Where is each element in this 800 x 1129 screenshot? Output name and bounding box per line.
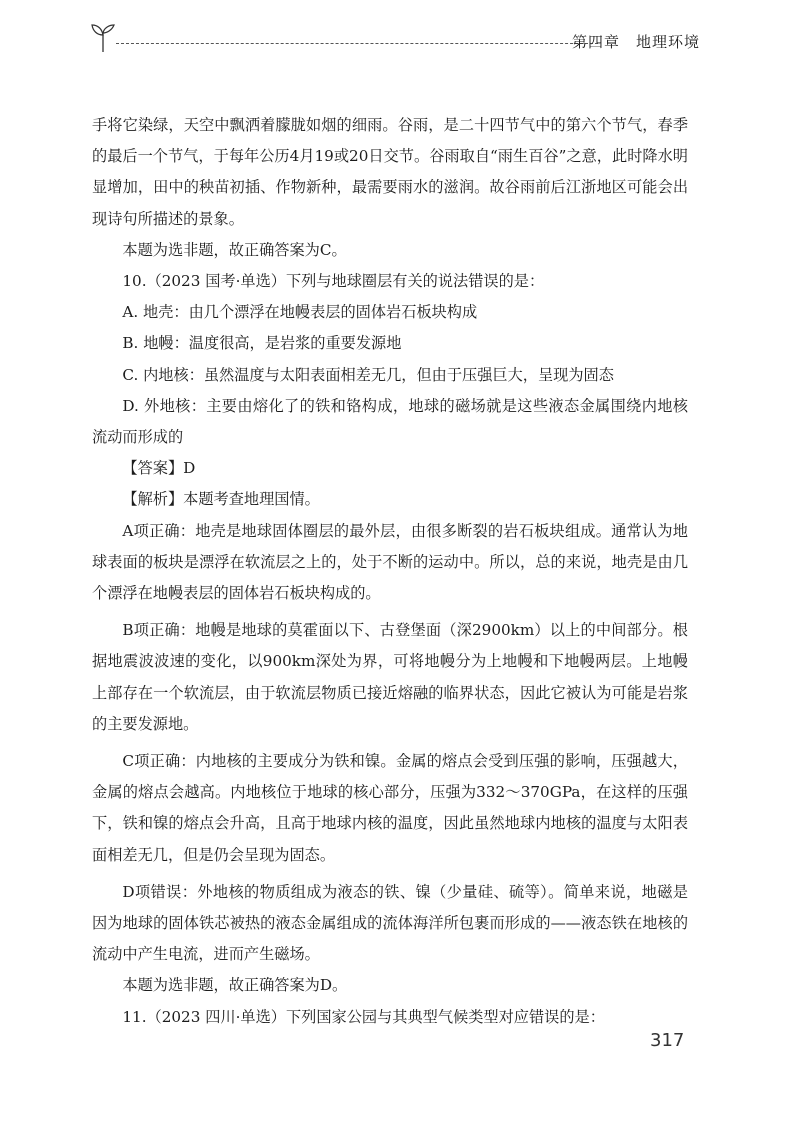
sprout-icon xyxy=(88,22,118,54)
question-10-option-c: C. 内地核：虽然温度与太阳表面相差无几，但由于压强巨大，呈现为固态 xyxy=(122,365,614,384)
conclusion: 本题为选非题，故正确答案为D。 xyxy=(122,976,348,995)
page-header xyxy=(88,22,700,58)
analysis-label: 【解析】本题考查地理国情。 xyxy=(122,490,320,509)
answer-label: 【答案】D xyxy=(122,459,196,478)
question-10-stem: 10.（2023 国考·单选）下列与地球圈层有关的说法错误的是： xyxy=(122,272,545,291)
question-10-option-d: D. 外地核：主要由熔化了的铁和铬构成，地球的磁场就是这些液态金属围绕内地核流动而形成的 xyxy=(92,396,688,447)
paragraph-answer-c: 本题为选非题，故正确答案为C。 xyxy=(122,240,347,259)
question-10-option-b: B. 地幔：温度很高，是岩浆的重要发源地 xyxy=(122,334,402,353)
explanation-c: C项正确：内地核的主要成分为铁和镍。金属的熔点会受到压强的影响，压强越大，金属的熔点会越高。内地核位于地球的核心部分，压强为332～370GPa，在这样的压强下，铁和镍的熔点会升高，且高于地球内核的温度，因此虽然地球内地核的温度与太阳表面相差无几，但是仍会呈现为固态。 xyxy=(92,752,688,864)
explanation-d: D项错误：外地核的物质组成为液态的铁、镍（少量硅、硫等）。简单来说，地磁是因为地球的固体铁芯被热的液态金属组成的流体海洋所包裹而形成的——液态铁在地核的流动中产生电流，进而产生磁场。 xyxy=(92,882,688,964)
header-divider xyxy=(116,43,598,44)
question-11-stem: 11.（2023 四川·单选）下列国家公园与其典型气候类型对应错误的是： xyxy=(122,1007,605,1026)
explanation-a: A项正确：地壳是地球固体圈层的最外层，由很多断裂的岩石板块组成。通常认为地球表面的板块是漂浮在软流层之上的，处于不断的运动中。所以，总的来说，地壳是由几个漂浮在地幔表层的固体岩石板块构成的。 xyxy=(92,521,688,603)
paragraph-continued: 手将它染绿，天空中飘洒着朦胧如烟的细雨。谷雨，是二十四节气中的第六个节气，春季的最后一个节气，于每年公历4月19或20日交节。谷雨取自“雨生百谷”之意，此时降水明显增加，田中的秧苗初插、作物新种，最需要雨水的滋润。故谷雨前后江浙地区可能会出现诗句所描述的景象。 xyxy=(92,116,688,228)
chapter-title: 第四章 地理环境 xyxy=(571,33,700,51)
explanation-b: B项正确：地幔是地球的莫霍面以下、古登堡面（深2900km）以上的中间部分。根据地震波波速的变化，以900km深处为界，可将地幔分为上地幔和下地幔两层。上地幔上部存在一个软流层，由于软流层物质已接近熔融的临界状态，因此它被认为可能是岩浆的主要发源地。 xyxy=(92,621,688,733)
page-number: 317 xyxy=(650,1030,685,1051)
question-10-option-a: A. 地壳：由几个漂浮在地幔表层的固体岩石板块构成 xyxy=(122,303,478,322)
page-content xyxy=(92,110,688,1033)
